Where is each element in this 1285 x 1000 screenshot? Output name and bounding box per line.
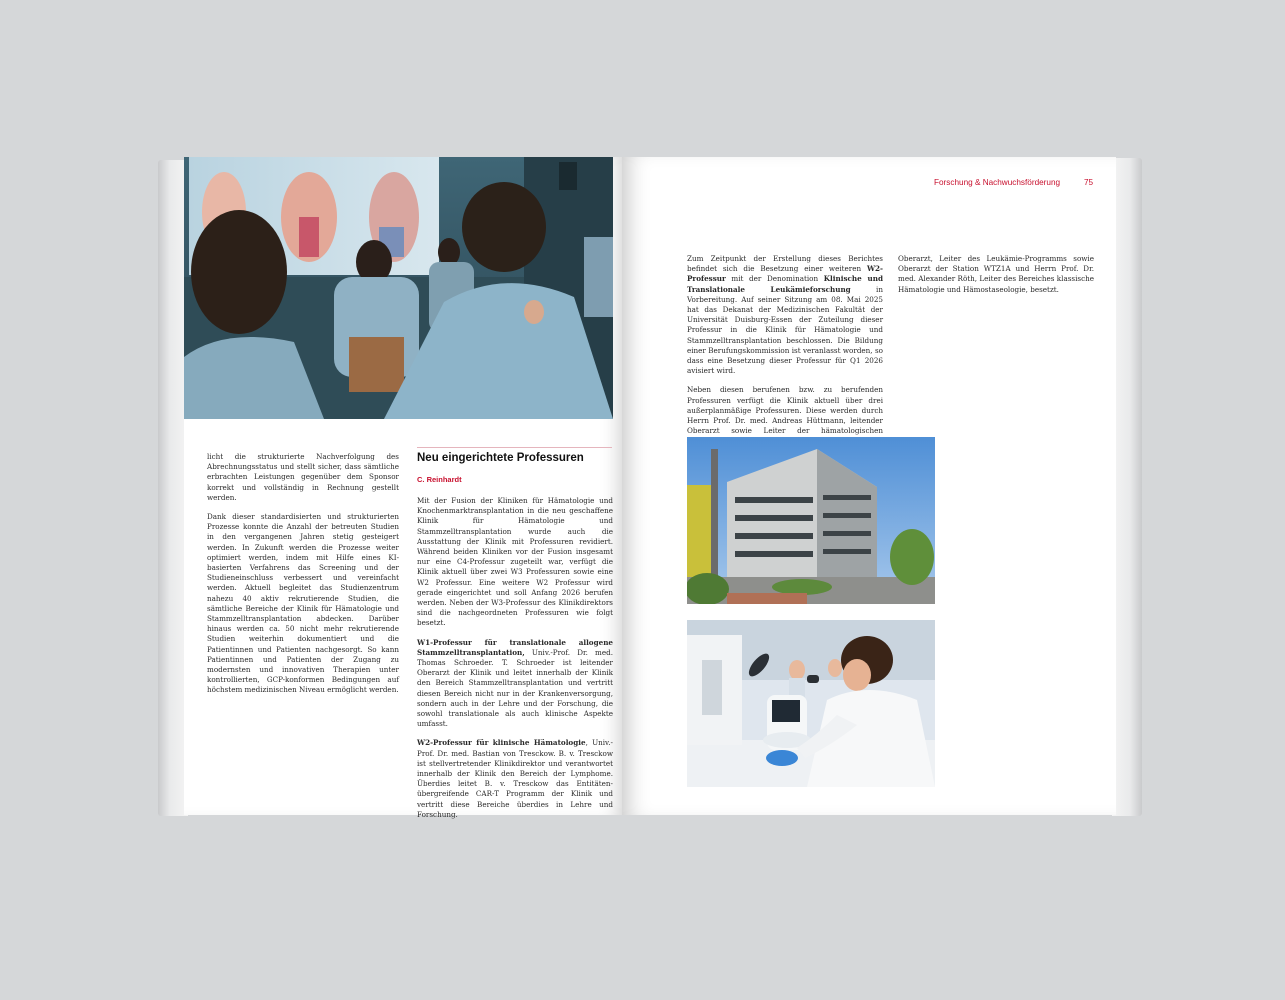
left-paragraph-1: licht die strukturierte Nachverfolgung des Abrechnungsstatus und stellt sicher, dass sämtliche erbrachten Leistungen gegenüber dem Sponsor korrekt und vollständig in Rechnung gestellt werden. (207, 452, 399, 502)
w2-text: , Univ.-Prof. Dr. med. Bastian von Tresckow. B. v. Tresckow ist stellvertretender Klinikdirektor und verantwortet innerhalb der Klinik den Bereich der Lymphome. Überdies leitet B. v. Tresckow das Entitäten-übergreifende CAR-T Programm der Klinik und vertritt diese Bereiche überdies in Lehre und Forschung. (417, 738, 613, 819)
article-body (417, 496, 613, 829)
article-title: Neu eingerichtete Professuren (417, 452, 584, 464)
running-header-section: Forschung & Nachwuchsförderung (934, 178, 1061, 187)
book-edge-right (1112, 158, 1142, 816)
heading-rule (417, 447, 612, 448)
article-author: C. Reinhardt (417, 475, 462, 484)
right-column-2-text (898, 254, 1094, 304)
right-paragraph-3: Oberarzt, Leiter des Leukämie-Programms sowie Oberarzt der Station WTZ1A und Herrn Prof. Dr. med. Alexander Röth, Leiter des Bereiches klassische Hämatologie und Hämostaseologie, besetzt. (898, 254, 1094, 294)
right-p1-part-c: mit der Denomination (725, 274, 824, 284)
left-paragraph-2: Dank dieser standardisierten und strukturierten Prozesse konnte die Anzahl der betreuten Studien in den vergangenen Jahren stetig gesteigert werden. In Zukunft werden die Prozesse weiter optimiert werden, indem mit Hilfe eines KI-basierten Verfahrens das Screening und der Studieneinschluss verbessert und vereinfacht werden. Aktuell begleitet das Studienzentrum nahezu 40 aktiv rekrutierende Studien, die sämtliche Bereiche der Klinik für Hämatologie und Stammzelltransplantation abdecken. Darüber hinaus werden ca. 50 nicht mehr rekrutierende Studien weiterhin dokumentiert und die Patientinnen und Patienten nachgesorgt. So kann Patientinnen und Patienten der Zugang zu modernsten und innovativen Therapien unter kontrollierten, GCP-konformen Bedingungen auf höchstem medizinischen Niveau ermöglicht werden. (207, 512, 399, 695)
laboratory-microscope-photo (687, 620, 935, 787)
right-p1-bold-2: Klinische und Translationale Leukämieforschung (687, 274, 884, 294)
right-paragraph-1 (687, 254, 883, 376)
right-paragraph-2: Neben diesen berufenen bzw. zu berufenden Professuren verfügt die Klinik aktuell über drei außerplanmäßige Professuren. Diese werden durch Herrn Prof. Dr. med. Andreas Hüttmann, leitender Oberarzt sowie Leiter der hämatologischen (687, 385, 883, 436)
page-number: 75 (1084, 178, 1094, 187)
right-p1-part-a: Zum Zeitpunkt der Erstellung dieses Berichtes befindet sich die Besetzung einer weiteren (687, 254, 883, 274)
clinic-building-photo (687, 437, 935, 604)
article-w2-paragraph (417, 738, 613, 820)
right-column-text (687, 254, 883, 456)
article-w1-paragraph (417, 638, 613, 730)
article-intro: Mit der Fusion der Kliniken für Hämatologie und Knochenmarktransplantation in die neu geschaffene Klinik für Hämatologie und Stammzelltransplantation wurde auch die Ausstattung der Klinik mit Professuren revidiert. Während beiden Kliniken vor der Fusion insgesamt nur eine C4-Professur zugeteilt war, verfügt die Klinik aktuell über zwei W3 Professuren sowie eine W2 Professur. Eine weitere W2 Professur wird gerade eingerichtet und soll Anfang 2026 berufen werden. Neben der W3-Professur des Klinikdirektors sind die nachgeordneten Professuren wie folgt besetzt. (417, 496, 613, 628)
right-p1-part-d: in Vorbereitung. Auf seiner Sitzung am 08. Mai 2025 hat das Dekanat der Medizinischen Fakultät der Universität Duisburg-Essen der Zuteilung dieser Professur in die Klinik für Hämatologie und Stammzelltransplantation beschlossen. Die Bildung einer Berufungskommission ist veranlasst worden, so dass eine Besetzung dieser Professur für Q1 2026 avisiert wird. (687, 284, 883, 376)
lecture-hall-photo (184, 157, 613, 419)
w2-heading: W2-Professur für klinische Hämatologie (417, 738, 586, 748)
w1-text: Univ.-Prof. Dr. med. Thomas Schroeder. T. Schroeder ist leitender Oberarzt der Klinik und leitet innerhalb der Klinik den Bereich Stammzelltransplantation und vertritt diesen Bereich nicht nur in der Krankenversorgung, sondern auch in der Lehre und der Forschung, die sowohl translationale als auch klinische Aspekte umfasst. (417, 647, 613, 729)
w1-heading: W1-Professur für translationale allogene Stammzelltransplantation, (417, 637, 613, 657)
left-column-text (207, 452, 399, 705)
right-p1-bold-1: W2-Professur (687, 264, 883, 284)
